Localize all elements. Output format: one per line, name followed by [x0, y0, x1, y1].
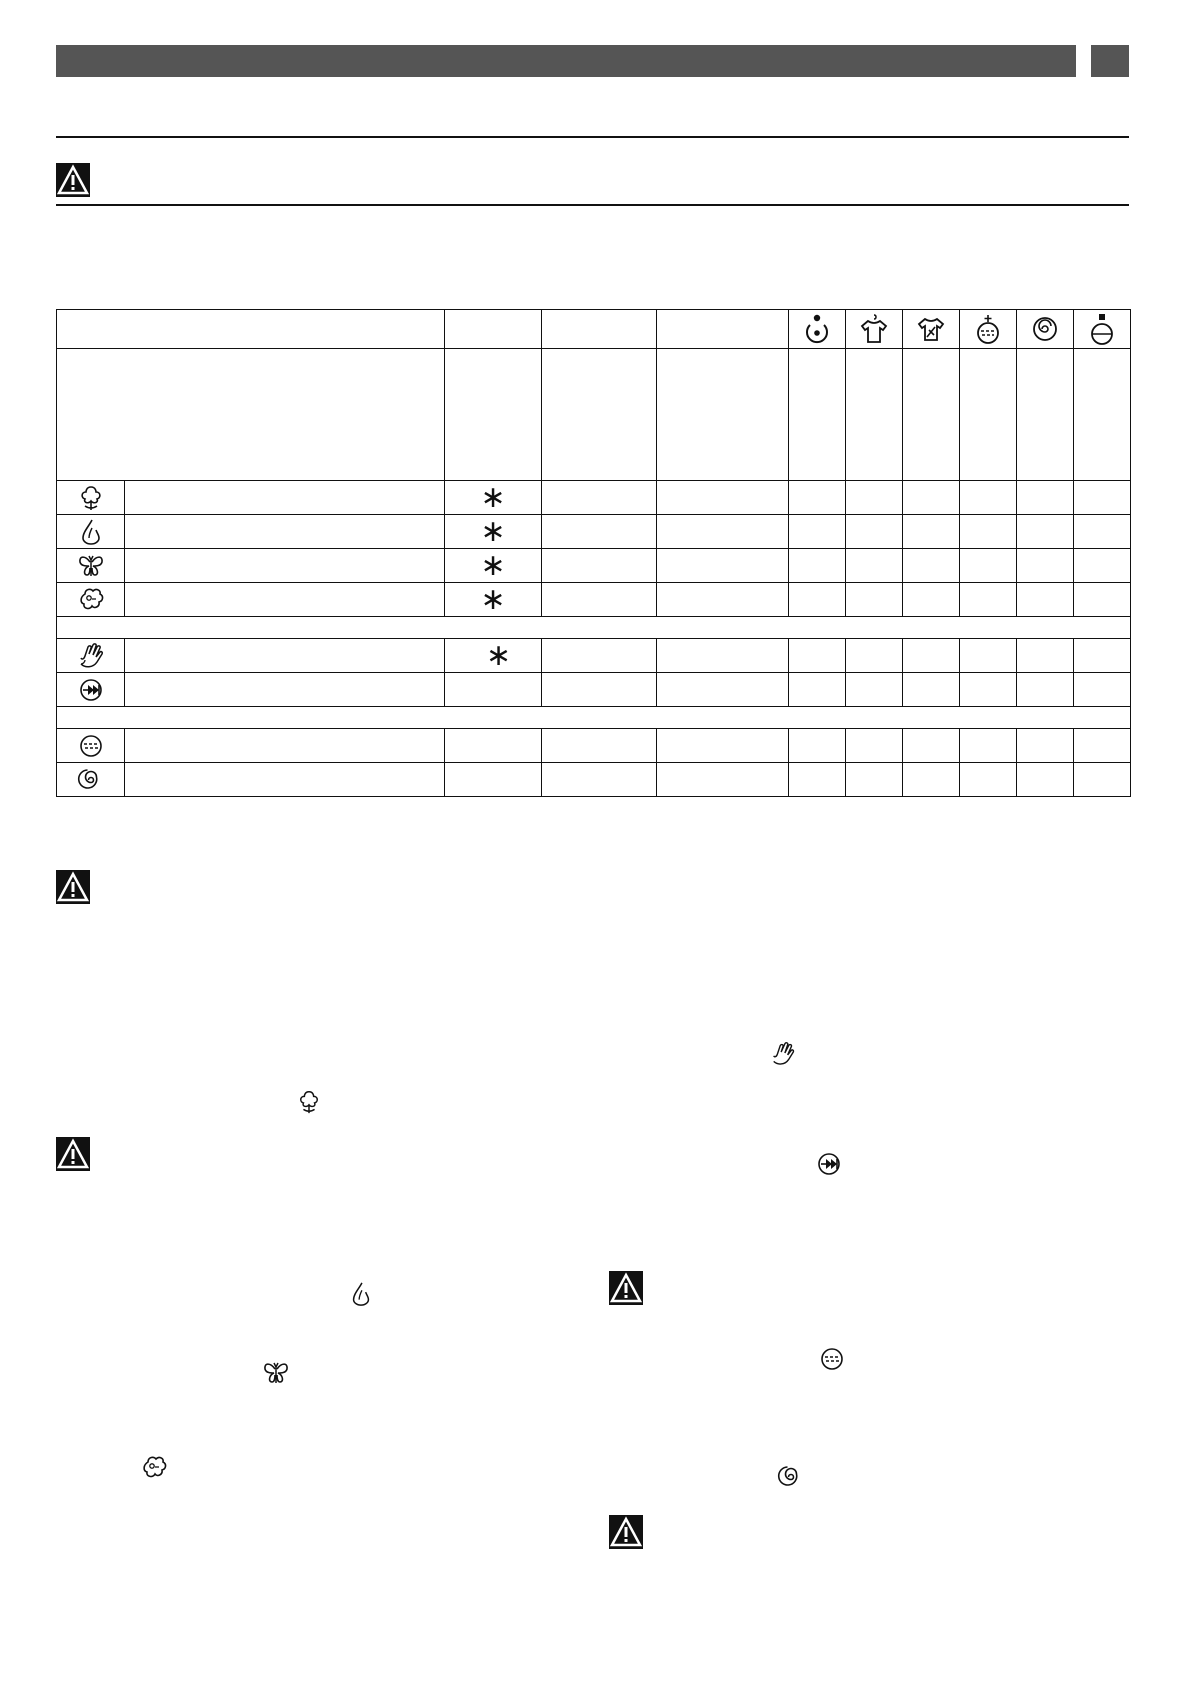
warning-triangle-icon	[56, 1137, 90, 1171]
star-mark: ∗	[480, 479, 506, 515]
table-row	[57, 583, 1131, 617]
table-row	[57, 763, 1131, 797]
table-row	[57, 549, 1131, 583]
table-row	[57, 673, 1131, 707]
synthetic-drop-icon	[348, 1280, 374, 1308]
star-mark: ∗	[480, 513, 506, 549]
warning-triangle-icon	[609, 1271, 643, 1305]
prewash-icon	[789, 310, 846, 349]
table-separator-row	[57, 617, 1131, 639]
butterfly-icon	[262, 1360, 290, 1386]
hand-wash-icon	[57, 639, 125, 673]
header-programme-cell	[57, 310, 445, 349]
header-cell	[445, 310, 542, 349]
cotton-flower-icon	[296, 1088, 322, 1116]
stain-shirt-icon	[903, 310, 960, 349]
spin-icon	[57, 763, 125, 797]
rinse-icon	[57, 729, 125, 763]
wool-sheep-icon	[57, 583, 125, 617]
header-cell	[657, 310, 789, 349]
cotton-flower-icon	[57, 481, 125, 515]
top-rule	[56, 136, 1129, 138]
warning-triangle-icon	[56, 870, 90, 904]
spin-icon	[777, 1463, 805, 1491]
programme-table	[56, 309, 1131, 797]
table-row	[57, 515, 1131, 549]
table-row	[57, 729, 1131, 763]
header-bar	[56, 45, 1076, 77]
warning-rule	[56, 204, 1129, 206]
table-header-row	[57, 310, 1131, 349]
rinse-hold-icon	[1074, 310, 1131, 349]
wool-sheep-icon	[140, 1454, 168, 1482]
header-cell	[542, 310, 657, 349]
page-number-box	[1091, 45, 1129, 77]
table-row	[57, 481, 1131, 515]
synthetic-drop-icon	[57, 515, 125, 549]
table-row	[57, 639, 1131, 673]
star-mark: ∗	[480, 547, 506, 583]
warning-triangle-icon	[609, 1515, 643, 1549]
table-separator-row	[57, 707, 1131, 729]
quick-wash-icon	[815, 1150, 843, 1178]
hand-wash-icon	[770, 1041, 796, 1067]
rinse-icon	[818, 1346, 846, 1372]
quick-wash-icon	[57, 673, 125, 707]
star-mark: ∗	[480, 581, 506, 617]
table-description-row	[57, 349, 1131, 481]
star-mark: ∗	[485, 637, 511, 673]
easy-iron-shirt-icon	[846, 310, 903, 349]
spin-select-icon	[1017, 310, 1074, 349]
extra-rinse-icon	[960, 310, 1017, 349]
butterfly-icon	[57, 549, 125, 583]
warning-triangle-icon	[56, 163, 90, 197]
